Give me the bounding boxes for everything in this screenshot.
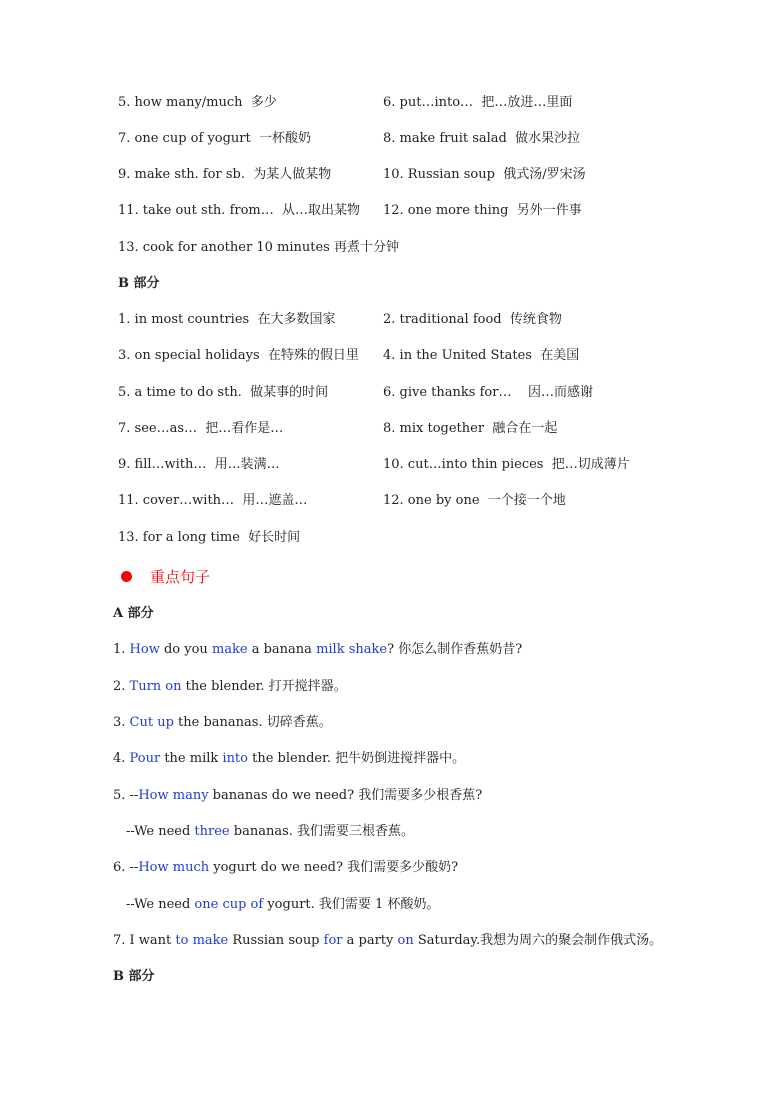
phrase-en: 10. cut…into thin pieces (383, 457, 544, 472)
sentence-text: yogurt. 我们需要 1 杯酸奶。 (263, 897, 440, 912)
phrase-en: 6. give thanks for… (383, 385, 512, 400)
sentence-text: the blender. 把牛奶倒进搅拌器中。 (248, 751, 466, 766)
phrase-en: 11. take out sth. from… (118, 203, 274, 218)
sentence-text: the blender. 打开搅拌器。 (181, 679, 347, 694)
phrase-en: 10. Russian soup (383, 167, 495, 182)
phrase-zh: 好长时间 (248, 530, 301, 545)
phrase-en: 2. traditional food (383, 312, 502, 327)
phrase-b-1 (118, 311, 335, 329)
highlighted-phrase: Turn on (129, 679, 182, 694)
phrase-a-13 (118, 239, 399, 257)
key-sentence (113, 641, 522, 659)
phrase-en: 13. cook for another 10 minutes (118, 240, 330, 255)
phrase-en: 5. how many/much (118, 95, 243, 110)
sentence-text: bananas do we need? 我们需要多少根香蕉? (208, 788, 483, 803)
key-sentence (113, 932, 662, 950)
key-sentences-section-b-label: B 部分 (113, 969, 155, 984)
sentence-text: 7. I want (113, 933, 176, 948)
section-b-label: B 部分 (118, 276, 160, 291)
phrase-b-4 (383, 347, 579, 365)
phrase-zh: 一杯酸奶 (259, 131, 312, 146)
sentence-text: 5. -- (113, 788, 139, 803)
phrase-a-5 (118, 94, 277, 112)
phrase-zh: 把…切成薄片 (551, 457, 630, 472)
phrase-b-2 (383, 311, 562, 329)
phrase-zh: 传统食物 (509, 312, 562, 327)
sentence-text: Saturday.我想为周六的聚会制作俄式汤。 (413, 933, 663, 948)
highlighted-phrase: milk shake (316, 642, 388, 657)
sentence-text: 4. (113, 751, 130, 766)
sentence-text: bananas. 我们需要三根香蕉。 (229, 824, 415, 839)
phrase-b-9 (118, 456, 280, 474)
key-sentences-section-a-label: A 部分 (113, 606, 154, 621)
phrase-en: 12. one by one (383, 493, 480, 508)
phrase-en: 8. make fruit salad (383, 131, 507, 146)
phrase-b-10 (383, 456, 630, 474)
highlighted-phrase: to make (175, 933, 229, 948)
phrase-b-6 (383, 384, 593, 402)
phrase-zh: 在美国 (540, 348, 580, 363)
phrase-b-5 (118, 384, 328, 402)
phrase-zh: 做某事的时间 (250, 385, 329, 400)
phrase-b-13 (118, 529, 300, 547)
key-sentence (113, 714, 332, 732)
phrase-b-7 (118, 420, 283, 438)
bullet-dot-icon (121, 571, 132, 582)
highlighted-phrase: How (129, 642, 160, 657)
sentence-text: a party (342, 933, 398, 948)
phrase-zh: 因…而感谢 (527, 385, 593, 400)
phrase-zh: 把…看作是… (205, 421, 284, 436)
phrase-zh: 再煮十分钟 (333, 240, 399, 255)
phrase-en: 7. see…as… (118, 421, 198, 436)
phrase-zh: 用…装满… (214, 457, 280, 472)
phrase-zh: 从…取出某物 (282, 203, 361, 218)
phrase-en: 6. put…into… (383, 95, 474, 110)
phrase-zh: 把…放进…里面 (481, 95, 573, 110)
sentence-text: ? 你怎么制作香蕉奶昔? (387, 642, 523, 657)
phrase-zh: 多少 (250, 95, 277, 110)
sentence-text: 3. (113, 715, 130, 730)
phrase-a-11 (118, 202, 360, 220)
phrase-a-10 (383, 166, 586, 184)
highlighted-phrase: into (222, 751, 248, 766)
highlighted-phrase: make (211, 642, 248, 657)
highlighted-phrase: one cup of (194, 897, 264, 912)
phrase-zh: 做水果沙拉 (515, 131, 581, 146)
phrase-en: 13. for a long time (118, 530, 240, 545)
highlighted-phrase: on (397, 933, 414, 948)
phrase-zh: 在大多数国家 (257, 312, 336, 327)
phrase-en: 9. fill…with… (118, 457, 207, 472)
phrase-a-7 (118, 130, 311, 148)
sentence-text: a banana (247, 642, 317, 657)
phrase-zh: 一个接一个地 (487, 493, 566, 508)
key-sentence (113, 678, 347, 696)
sentence-text: the bananas. 切碎香蕉。 (173, 715, 332, 730)
sentence-text: --We need (126, 897, 195, 912)
phrase-en: 5. a time to do sth. (118, 385, 242, 400)
sentence-text: Russian soup (228, 933, 324, 948)
sentence-text: 6. -- (113, 860, 139, 875)
phrase-b-3 (118, 347, 359, 365)
phrase-zh: 另外一件事 (516, 203, 582, 218)
phrase-zh: 融合在一起 (492, 421, 558, 436)
highlighted-phrase: Pour (129, 751, 161, 766)
phrase-zh: 在特殊的假日里 (267, 348, 359, 363)
highlighted-phrase: How many (138, 788, 209, 803)
key-sentence (126, 823, 414, 841)
sentence-text: the milk (160, 751, 223, 766)
highlighted-phrase: three (194, 824, 230, 839)
key-sentence (126, 896, 439, 914)
phrase-en: 3. on special holidays (118, 348, 260, 363)
sentence-text: 1. (113, 642, 130, 657)
phrase-a-8 (383, 130, 580, 148)
phrase-en: 8. mix together (383, 421, 485, 436)
phrase-zh: 俄式汤/罗宋汤 (503, 167, 586, 182)
phrase-en: 1. in most countries (118, 312, 250, 327)
phrase-a-6 (383, 94, 572, 112)
key-sentence (113, 787, 482, 805)
phrase-en: 11. cover…with… (118, 493, 235, 508)
phrase-en: 7. one cup of yogurt (118, 131, 251, 146)
sentence-text: yogurt do we need? 我们需要多少酸奶? (209, 860, 459, 875)
phrase-en: 9. make sth. for sb. (118, 167, 245, 182)
phrase-en: 12. one more thing (383, 203, 509, 218)
highlighted-phrase: Cut up (129, 715, 174, 730)
phrase-b-11 (118, 492, 307, 510)
highlighted-phrase: How much (138, 860, 210, 875)
sentence-text: 2. (113, 679, 130, 694)
phrase-b-12 (383, 492, 566, 510)
highlighted-phrase: for (323, 933, 343, 948)
phrase-b-8 (383, 420, 557, 438)
phrase-a-12 (383, 202, 582, 220)
phrase-zh: 为某人做某物 (253, 167, 332, 182)
sentence-text: do you (159, 642, 212, 657)
phrase-en: 4. in the United States (383, 348, 532, 363)
key-sentence (113, 750, 465, 768)
sentence-text: --We need (126, 824, 195, 839)
key-sentence (113, 859, 458, 877)
phrase-zh: 用…遮盖… (242, 493, 308, 508)
phrase-a-9 (118, 166, 331, 184)
section-title-key-sentences: 重点句子 (150, 568, 211, 586)
